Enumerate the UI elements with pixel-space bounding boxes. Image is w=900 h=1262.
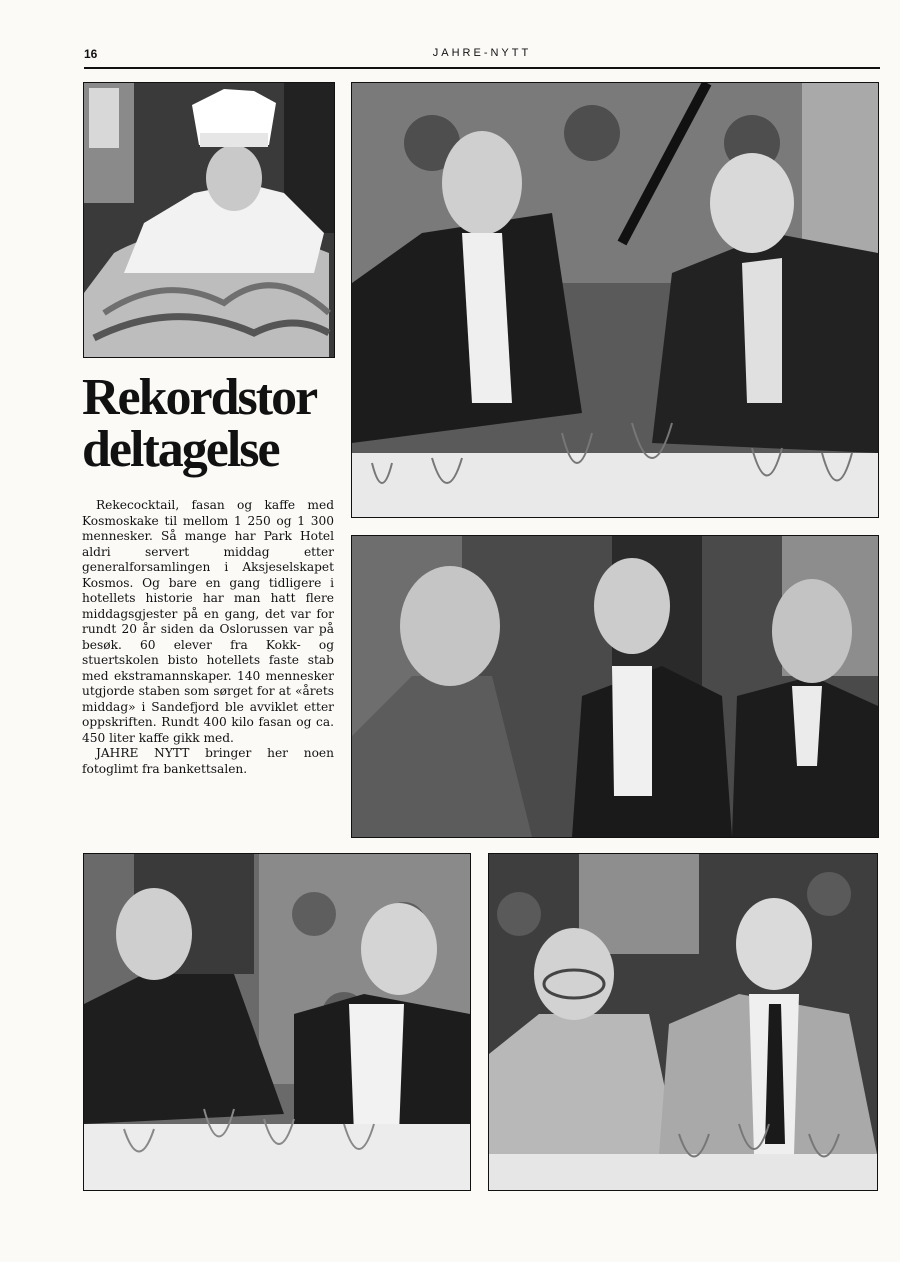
two-men-at-table-photo [351, 82, 879, 518]
two-men-seated-photo [83, 853, 471, 1191]
headline-line-2: deltagelse [82, 421, 279, 478]
headline-line-1: Rekordstor [82, 369, 317, 426]
woman-and-man-seated-photo [488, 853, 878, 1191]
chef-with-pheasants-photo [83, 82, 335, 358]
article-paragraph-1: Rekecocktail, fasan og kaffe med Kosmoskake til mellom 1 250 og 1 300 mennesker. Så mange har Park Hotel aldri servert middag etter generalforsamlingen i Aksjeselskapet Kosmos. Og bare en gang tidligere i hotellets historie har man hatt flere middagsgjester på en gang, det var for rundt 20 år siden da Oslorussen var på besøk. 60 elever fra Kokk- og stuertskolen bisto hotellets faste stab med ekstramannskaper. 140 mennesker utgjorde staben som sørget for at «årets middag» i Sandefjord ble avviklet etter oppskriften. Rundt 400 kilo fasan og ca. 450 liter kaffe gikk med. [82, 498, 334, 745]
page-header [84, 47, 880, 69]
three-men-standing-photo [351, 535, 879, 838]
article-headline [82, 369, 344, 478]
page-number: 16 [84, 47, 98, 61]
article-paragraph-2: JAHRE NYTT bringer her noen fotoglimt fra bankettsalen. [82, 746, 334, 776]
article-body [82, 498, 334, 777]
magazine-name: JAHRE-NYTT [432, 47, 532, 59]
